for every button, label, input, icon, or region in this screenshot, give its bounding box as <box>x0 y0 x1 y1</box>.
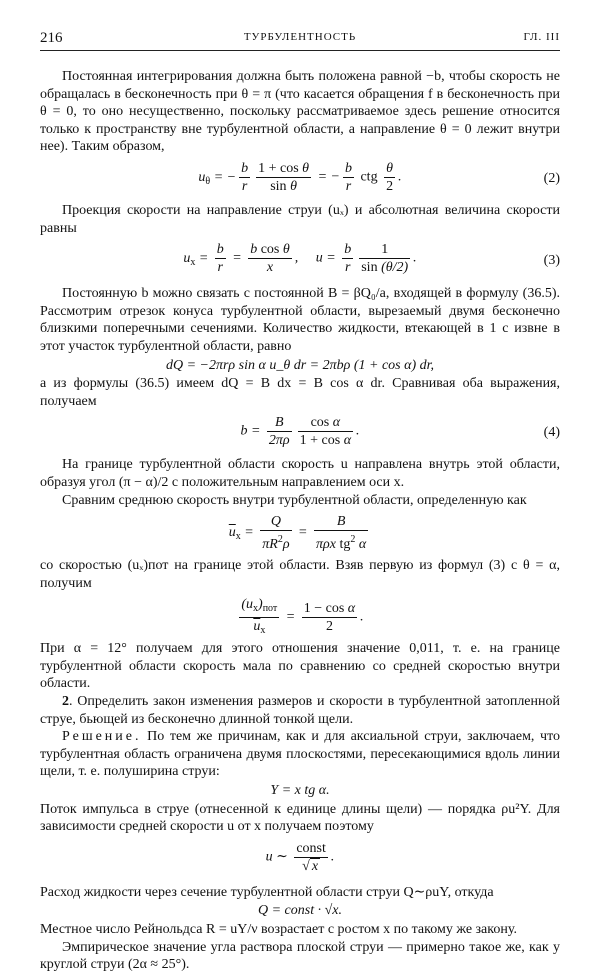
equation-dq: dQ = −2πrρ sin α u_θ dr = 2πbρ (1 + cos α) dr, <box>165 357 435 373</box>
paragraph: Местное число Рейнольдса R = uY/ν возрастает с ростом x по такому же закону. <box>40 922 517 937</box>
solution-paragraph <box>40 728 560 781</box>
equation-number: (4) <box>543 425 560 441</box>
paragraph: со скоростью (uₓ)пот на границе этой области. Взяв первую из формул (3) с θ = α, получим <box>40 558 560 591</box>
paragraph: Сравним среднюю скорость внутри турбулентной области, определенную как <box>62 492 527 508</box>
problem-statement <box>40 693 560 728</box>
paragraph: На границе турбулентной области скорость u направлена внутрь этой области, образуя угол (π − α)/2 с положительным направлением оси x. <box>40 457 560 490</box>
equation-y: Y = x tg α. <box>270 783 330 799</box>
chapter-label: ГЛ. III <box>523 31 560 43</box>
equation-q: Q = const · √x. <box>257 903 342 919</box>
solution-label: Решение. <box>62 729 142 745</box>
equation-mean-velocity: $\overline{u}_x$ = $\frac{Q}{\pi R^2\rho}$ = $\frac{B}{\pi\rho x tg^2 \alpha}$ <box>228 514 367 553</box>
paragraph: Постоянную b можно связать с постоянной B = βQ₀/a, входящей в формулу (36.5). Рассмотрим отрезок конуса турбулентной области, вырезаемый двумя бесконечно близкими поперечными сечениями. Количество жидкости, втекающей в 1 с извне в этот участок турбулентной области, равно <box>40 286 560 354</box>
problem-number: 2 <box>62 694 69 710</box>
page-header <box>40 30 560 51</box>
equation-number: (3) <box>543 253 560 269</box>
paragraph: а из формулы (36.5) имеем dQ = B dx = B cos α dr. Сравнивая оба выражения, получаем <box>40 376 560 409</box>
paragraph: Проекция скорости на направление струи (uₓ) и абсолютная величина скорости равны <box>40 202 560 236</box>
page-number: 216 <box>40 30 63 46</box>
paragraph: Постоянная интегрирования должна быть положена равной −b, чтобы скорость не обращалась в бесконечность при θ = π (что касается обращения f в бесконечность при θ = 0, то оно несущественно, поскольку рассматриваемое здесь решение относится только к пространству вне турбулентной области, а направление θ = 0 лежит внутри нее). Таким образом, <box>40 69 560 155</box>
equation-3: $u_x$ = $\frac{b}{r}$ = $\frac{\text{b cos θ}}{x}$ , u = $\frac{b}{r}$ $\frac{1}{\sin (\theta/2)}$ . (3) <box>183 242 560 276</box>
paragraph: При α = 12° получаем для этого отношения значение 0,011, т. е. на границе турбулентной области скорость мала по сравнению со средней скоростью внутри области. <box>40 641 560 692</box>
equation-ratio: $\frac{(u_x)_{пот}}{\overline{u}_x}$ = $\frac{\text{1 − cos α}}{2}$ . <box>241 597 364 637</box>
paragraph: Расход жидкости через сечение турбулентной области струи Q∼ρuY, откуда <box>40 884 494 900</box>
paragraph: Поток импульса в струе (отнесенной к единице длины щели) — порядка ρu²Y. Для зависимости средней скорости u от x получаем поэтому <box>40 801 560 835</box>
equation-number: (2) <box>543 171 560 187</box>
equation-4: b = $\frac{B}{2\pi\rho}$ $\frac{\text{cos α}}{\text{1 + cos α}}$ . (4) <box>240 415 560 449</box>
paragraph: Эмпирическое значение угла раствора плоской струи — примерно такое же, как у круглой струи (2α ≈ 25°). <box>40 939 560 973</box>
equation-2: $u_\theta$ = − $\frac{b}{r}$ $\frac{\text{1 + cos θ}}{\text{sin θ}}$ = − $\frac{b}{r}$ ctg $\frac{\theta}{2}$ . (2) <box>198 160 560 194</box>
solution-text: По тем же причинам, как и для аксиальной струи, заключаем, что турбулентная область ограничена двумя плоскостями, пересекающимися вдоль линии щели, т. е. полуширина струи: <box>40 729 561 780</box>
running-title: ТУРБУЛЕНТНОСТЬ <box>243 31 357 43</box>
page-body <box>40 68 560 974</box>
equation-u: u ∼ $\frac{\text{const}}{√ x}$ . <box>265 840 335 874</box>
problem-text: . Определить закон изменения размеров и скорости в турбулентной затопленной струе, бьющей из бесконечно длинной тонкой щели. <box>40 694 560 727</box>
